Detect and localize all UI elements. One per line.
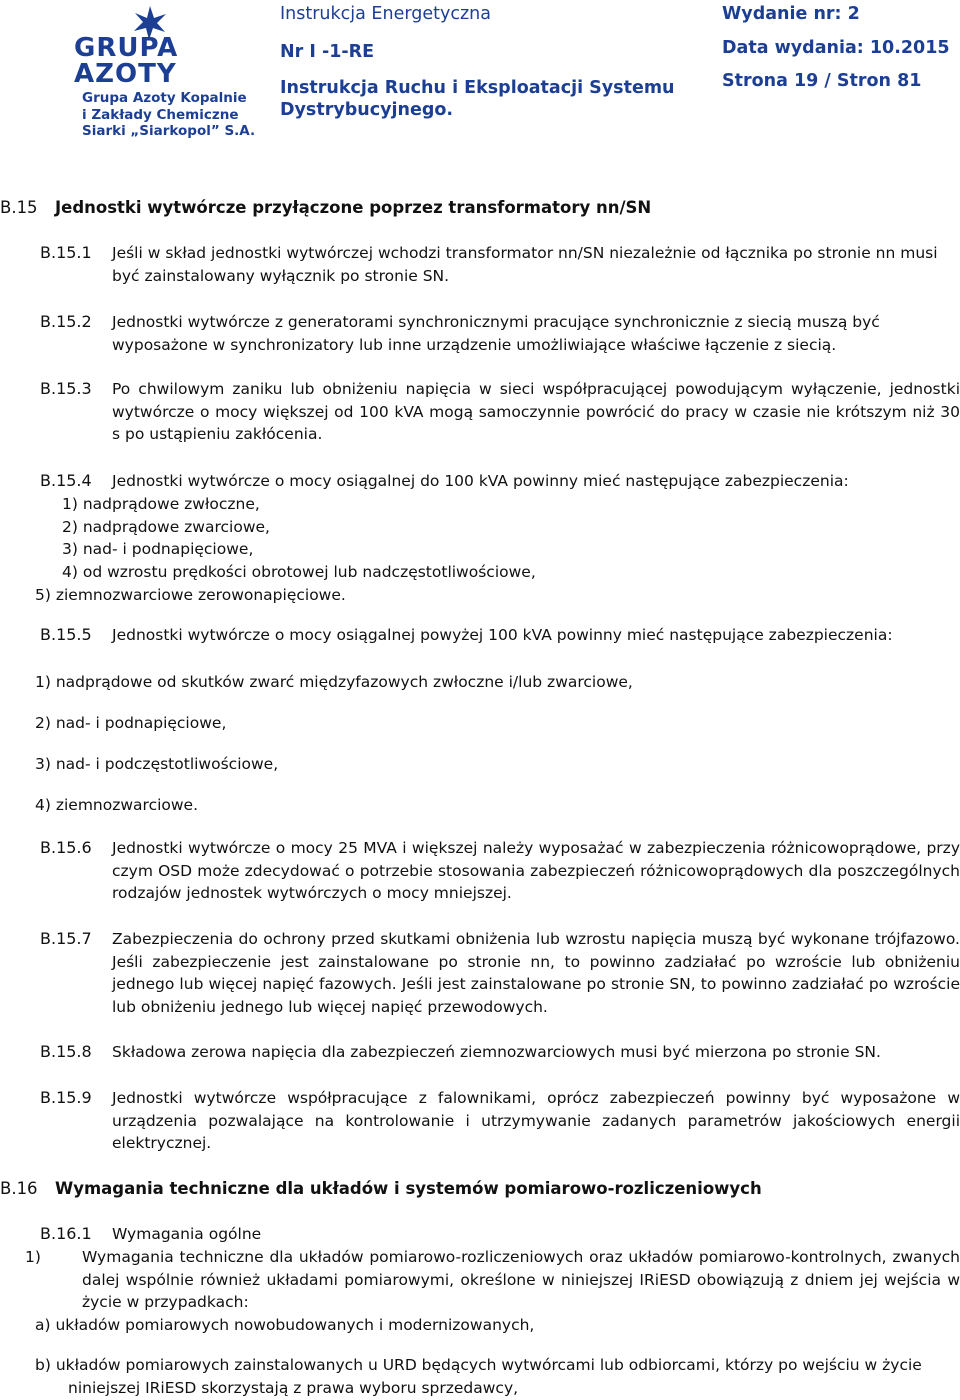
section-title: Jednostki wytwórcze przyłączone poprzez transformatory nn/SN bbox=[55, 198, 652, 217]
paragraph-b15-3 bbox=[40, 378, 960, 446]
paragraph-number: B.15.7 bbox=[40, 929, 92, 948]
list-item: 4) ziemnozwarciowe. bbox=[35, 796, 199, 814]
doc-title: Instrukcja Ruchu i Eksploatacji Systemu Dystrybucyjnego. bbox=[280, 78, 675, 120]
list-item: 3) nad- i podczęstotliwościowe, bbox=[35, 755, 279, 773]
list-item: 3) nad- i podnapięciowe, bbox=[62, 540, 254, 558]
paragraph-b15-9 bbox=[40, 1087, 960, 1155]
paragraph-b15-6 bbox=[40, 837, 960, 905]
edition-number: Wydanie nr: 2 bbox=[722, 4, 860, 24]
page-number: Strona 19 / Stron 81 bbox=[722, 71, 922, 91]
sub-item-a: a) układów pomiarowych nowobudowanych i modernizowanych, bbox=[35, 1316, 535, 1334]
company-line-1: Grupa Azoty Kopalnie bbox=[82, 90, 247, 106]
company-line-3: Siarki „Siarkopol” S.A. bbox=[82, 123, 256, 139]
list-item: 2) nadprądowe zwarciowe, bbox=[62, 518, 270, 536]
list-item: 2) nad- i podnapięciowe, bbox=[35, 714, 227, 732]
item-text: Wymagania techniczne dla układów pomiarowo-rozliczeniowych oraz układów pomiarowo-kontrolnych, zwanych dalej wspólnie również układami pomiarowymi, określone w niniejszej IRiESD obowiązują z dniem jej wejścia w życie w przypadkach: bbox=[82, 1248, 960, 1311]
paragraph-b15-5 bbox=[40, 624, 960, 647]
paragraph-number: B.16.1 bbox=[40, 1224, 92, 1243]
section-number: B.16 bbox=[0, 1179, 38, 1198]
paragraph-text: Po chwilowym zaniku lub obniżeniu napięcia w sieci współpracującej powodującym wyłączenie, jednostki wytwórcze o mocy większej od 100 kVA mogą samoczynnie powrócić do pracy w czasie nie krótszym niż 30 s po ustąpieniu zakłócenia. bbox=[112, 380, 960, 443]
paragraph-number: B.15.5 bbox=[40, 625, 92, 644]
paragraph-number: B.15.3 bbox=[40, 379, 92, 398]
paragraph-number: B.15.2 bbox=[40, 312, 92, 331]
grupa-azoty-logo-icon bbox=[70, 4, 210, 84]
sub-item-b bbox=[35, 1354, 960, 1399]
paragraph-b15-4 bbox=[40, 470, 960, 493]
paragraph-number: B.15.6 bbox=[40, 838, 92, 857]
list-item: 1) nadprądowe od skutków zwarć międzyfazowych zwłoczne i/lub zwarciowe, bbox=[35, 673, 633, 691]
paragraph-b15-7 bbox=[40, 928, 960, 1018]
list-item: 1) nadprądowe zwłoczne, bbox=[62, 495, 260, 513]
paragraph-text: Jednostki wytwórcze z generatorami synchronicznymi pracujące synchronicznie z siecią muszą być wyposażone w synchronizatory lub inne urządzenie umożliwiające właściwe łączenie z siecią. bbox=[112, 313, 880, 354]
item-number: 1) bbox=[25, 1248, 41, 1266]
paragraph-number: B.15.8 bbox=[40, 1042, 92, 1061]
paragraph-b16-1 bbox=[40, 1223, 960, 1246]
section-title: Wymagania techniczne dla układów i systemów pomiarowo-rozliczeniowych bbox=[55, 1179, 762, 1198]
grupa-azoty-logo bbox=[70, 4, 210, 84]
paragraph-text: Jeśli w skład jednostki wytwórczej wchodzi transformator nn/SN niezależnie od łącznika po stronie nn musi być zainstalowany wyłącznik po stronie SN. bbox=[112, 244, 938, 285]
list-item: 4) od wzrostu prędkości obrotowej lub nadczęstotliwościowe, bbox=[62, 563, 536, 581]
paragraph-b15-8 bbox=[40, 1041, 960, 1064]
paragraph-b15-2 bbox=[40, 311, 960, 356]
paragraph-b15-1 bbox=[40, 242, 960, 287]
paragraph-text: Wymagania ogólne bbox=[112, 1225, 262, 1243]
paragraph-text: Składowa zerowa napięcia dla zabezpieczeń ziemnozwarciowych musi być mierzona po stronie SN. bbox=[112, 1043, 881, 1061]
company-name bbox=[82, 90, 272, 140]
paragraph-number: B.15.4 bbox=[40, 471, 92, 490]
paragraph-text: Jednostki wytwórcze współpracujące z falownikami, oprócz zabezpieczeń powinny być wyposażone w urządzenia pozwalające na kontrolowanie i utrzymywanie zadanych parametrów jakościowych energii elektrycznej. bbox=[112, 1089, 960, 1152]
paragraph-text: Zabezpieczenia do ochrony przed skutkami obniżenia lub wzrostu napięcia muszą być wykonane trójfazowo. Jeśli zabezpieczenie jest zainstalowane po stronie nn, to powinno zadziałać po wzroście lub obniżeniu jednego lub więcej napięć fazowych. Jeśli jest zainstalowane po stronie SN, to powinno zadziałać po wzroście lub obniżeniu jednego lub więcej napięć przewodowych. bbox=[112, 930, 960, 1016]
logo-text-grupa: GRUPA bbox=[74, 33, 179, 63]
doc-number: Nr I -1-RE bbox=[280, 42, 375, 62]
company-line-2: i Zakłady Chemiczne bbox=[82, 106, 239, 123]
numbered-item-1 bbox=[25, 1246, 960, 1314]
paragraph-number: B.15.9 bbox=[40, 1088, 92, 1107]
section-number: B.15 bbox=[0, 198, 38, 217]
sub-item-b-text: b) układów pomiarowych zainstalowanych u URD będących wytwórcami lub odbiorcami, którzy po wejściu w życie niniejszej IRiESD skorzystają z prawa wyboru sprzedawcy, bbox=[35, 1356, 922, 1397]
issue-date: Data wydania: 10.2015 bbox=[722, 38, 950, 58]
list-item: 5) ziemnozwarciowe zerowonapięciowe. bbox=[35, 586, 346, 604]
document-header bbox=[0, 0, 960, 150]
paragraph-number: B.15.1 bbox=[40, 243, 92, 262]
paragraph-text: Jednostki wytwórcze o mocy 25 MVA i większej należy wyposażać w zabezpieczenia różnicowoprądowe, przy czym OSD może zdecydować o potrzebie stosowania zabezpieczeń różnicowoprądowych dla poszczególnych rodzajów jednostek wytwórczych o mocy mniejszej. bbox=[112, 839, 960, 902]
paragraph-text: Jednostki wytwórcze o mocy osiągalnej powyżej 100 kVA powinny mieć następujące zabezpieczenia: bbox=[112, 626, 893, 644]
logo-text-azoty: AZOTY bbox=[74, 59, 177, 84]
paragraph-text: Jednostki wytwórcze o mocy osiągalnej do 100 kVA powinny mieć następujące zabezpieczenia: bbox=[112, 472, 849, 490]
doc-type: Instrukcja Energetyczna bbox=[280, 4, 491, 24]
